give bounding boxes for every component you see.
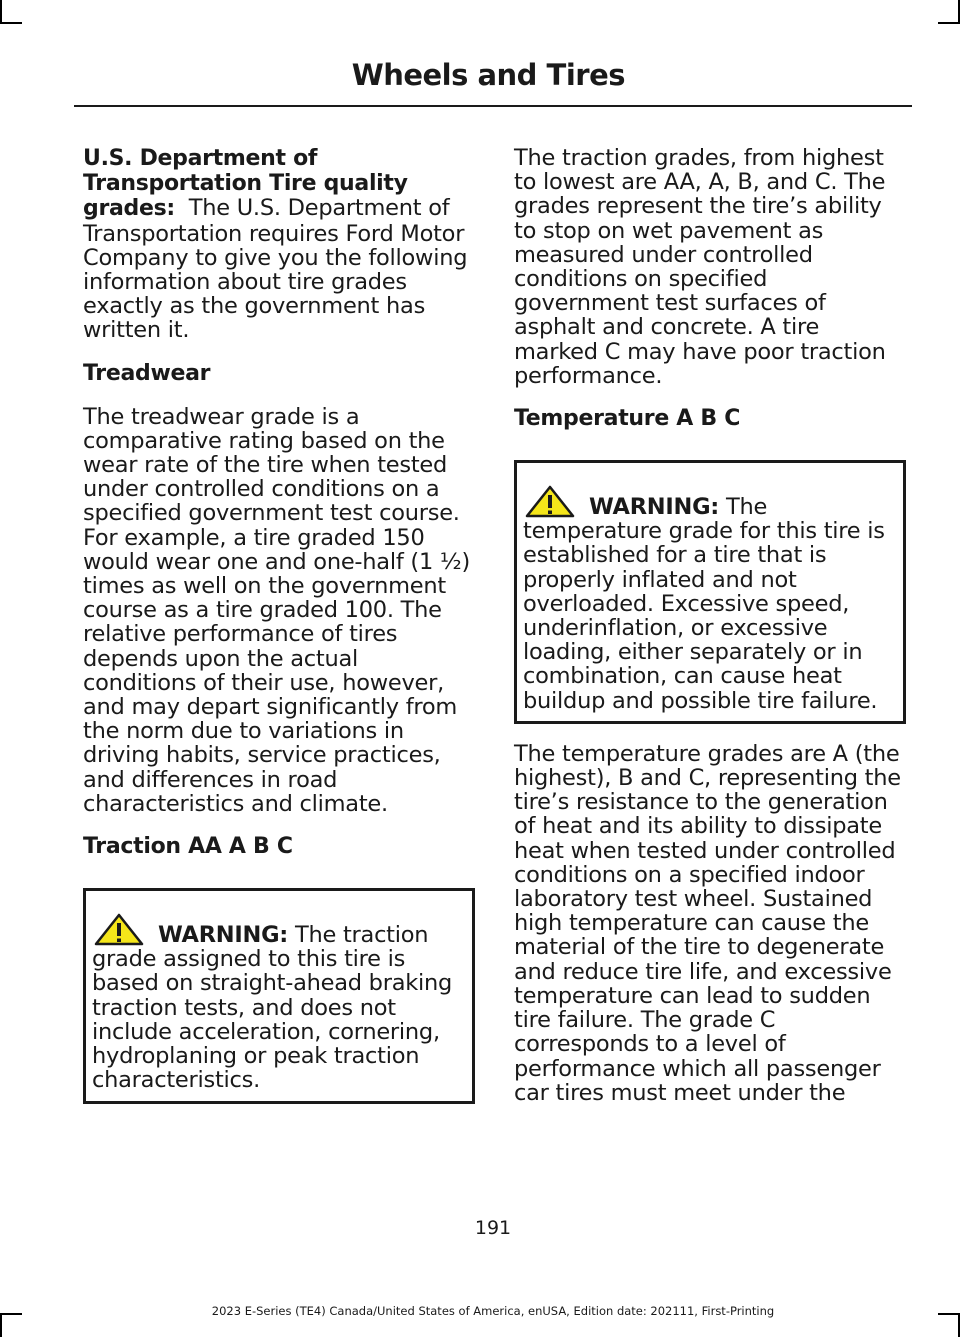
crop-mark [0,22,22,24]
crop-mark [0,0,2,24]
temperature-warning-box [514,460,906,724]
temperature-heading: Temperature A B C [514,406,741,432]
intro-label: U.S. Department of Transportation Tire quality grades: [83,146,408,222]
warning-label: WARNING: [158,922,289,949]
intro-text: The U.S. Department of Transportation requires Ford Motor Company to give you the following information about tire grades exactly as the government has written it. [83,195,468,344]
left-column [83,146,475,1104]
warning-text: The traction grade assigned to this tire is based on straight-ahead braking traction tests, and does not include acceleration, cornering, hydroplaning or peak traction characteristics. [92,922,453,1094]
warning-triangle-icon [525,485,575,518]
edition-footer: 2023 E-Series (TE4) Canada/United States of America, enUSA, Edition date: 202111, First-Printing [211,1304,775,1318]
temperature-grades-paragraph: The temperature grades are A (the highest), B and C, representing the tire’s resistance to the generation of heat and its ability to dissipate heat when tested under controlled conditions on a specified indoor laboratory test wheel. Sustained high temperature can cause the material of the tire to degenerate and reduce tire life, and excessive temperature can lead to sudden tire failure. The grade C corresponds to a level of performance which all passenger car tires must meet under the [514,740,901,1106]
page-number: 191 [474,1217,512,1239]
right-column [514,146,906,1105]
page-title: Wheels and Tires [351,58,625,92]
treadwear-paragraph: The treadwear grade is a comparative rating based on the wear rate of the tire when tested under controlled conditions on a specified government test course. For example, a tire graded 150 would wear one and one-half (1 ½) times as well on the government course as a tire graded 100. The relative performance of tires depends upon the actual conditions of their use, however, and may depart significantly from the norm due to variations in driving habits, service practices, and differences in road characteristics and climate. [83,403,470,817]
traction-grades-paragraph: The traction grades, from highest to lowest are AA, A, B, and C. The grades represent the tire’s ability to stop on wet pavement as measured under controlled conditions on specified government test surfaces of asphalt and concrete. A tire marked C may have poor traction performance. [514,145,886,389]
warning-label: WARNING: [589,494,720,521]
warning-text: The temperature grade for this tire is established for a tire that is properly inflated and not overloaded. Excessive speed, underinflation, or excessive loading, either separately or in combination, can cause heat buildup and possible tire failure. [523,494,885,714]
traction-heading: Traction AA A B C [83,834,293,860]
treadwear-heading: Treadwear [83,360,211,386]
traction-warning-box [83,888,475,1103]
header-divider [74,105,912,107]
intro-paragraph [83,146,475,343]
warning-triangle-icon [94,913,144,946]
crop-mark [938,22,960,24]
